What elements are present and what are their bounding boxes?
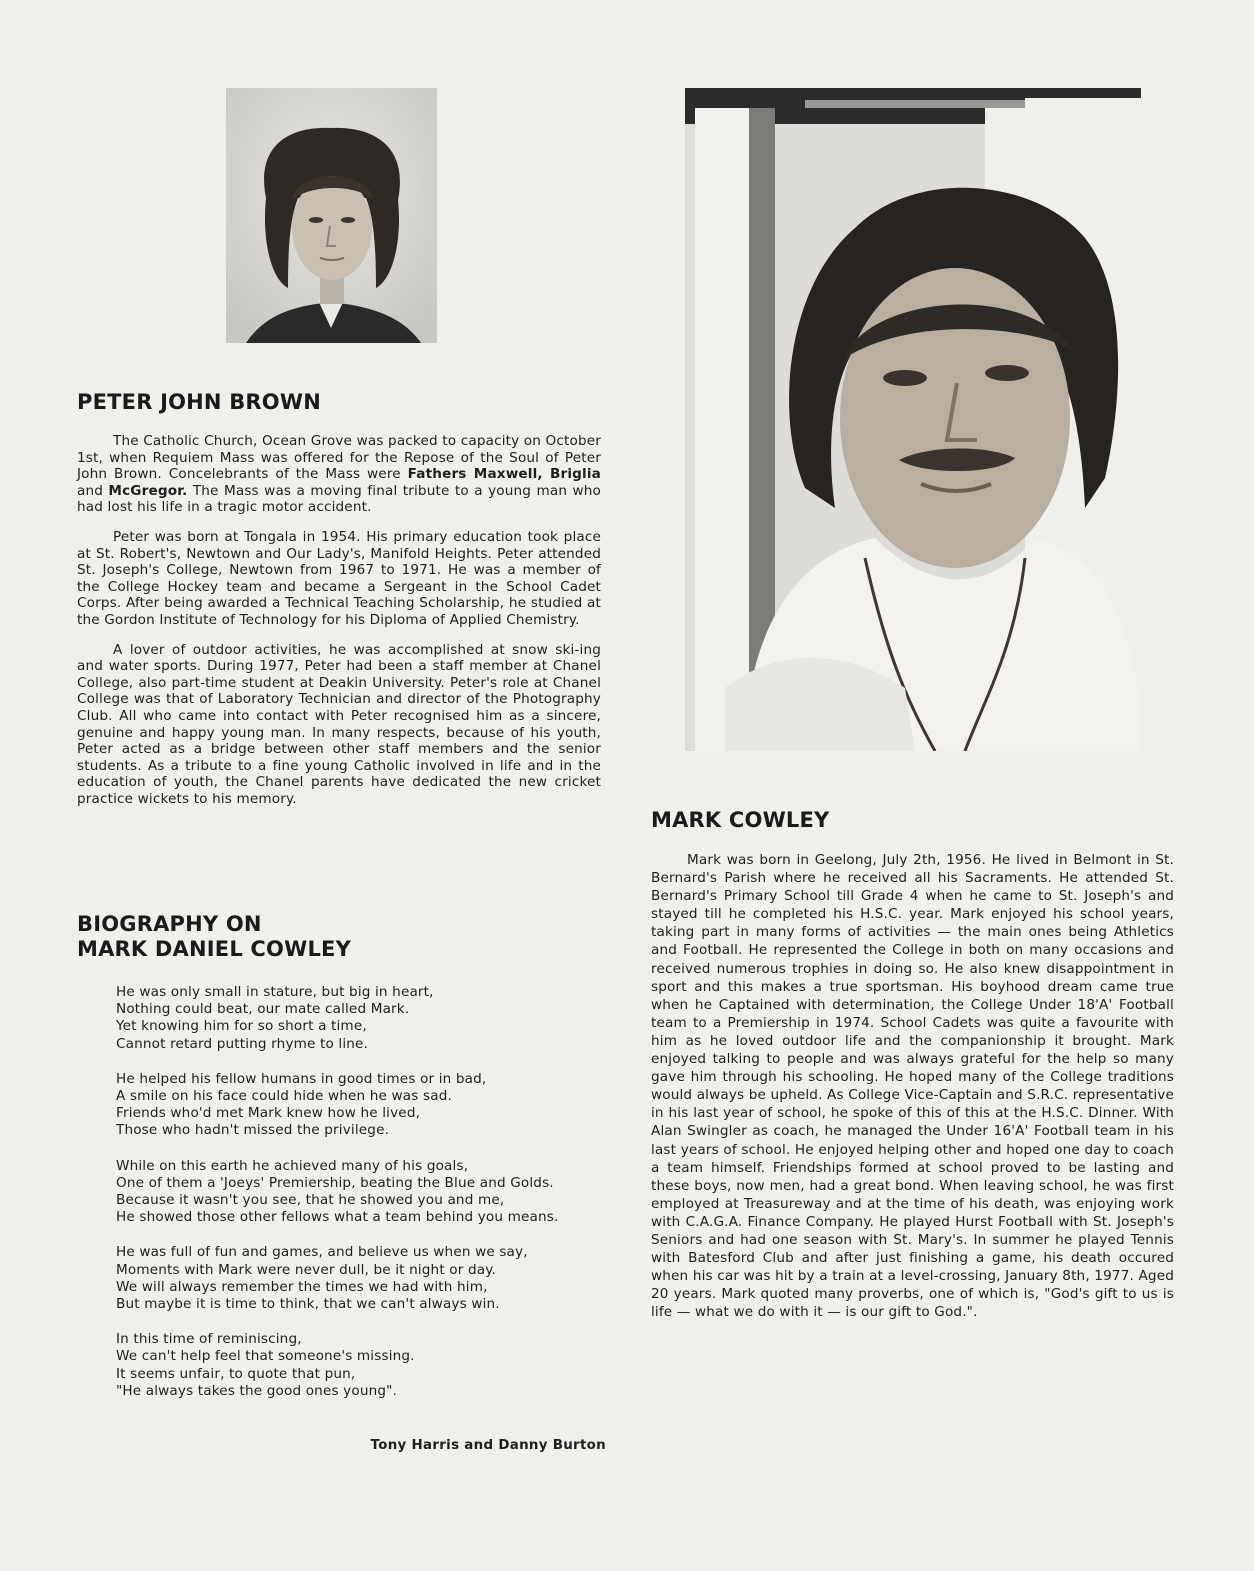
poem-line: Friends who'd met Mark knew how he lived, [116,1105,421,1122]
poem-credit: Tony Harris and Danny Burton [370,1438,606,1453]
biography-heading-line-2: MARK DANIEL COWLEY [77,937,351,961]
mark-text [651,851,1174,1321]
poem-line: A smile on his face could hide when he was sad. [116,1088,452,1105]
peter-paragraph-1: The Catholic Church, Ocean Grove was packed to capacity on October 1st, when Requiem Mass was offered for the Repose of the Soul of Peter John Brown. Concelebrants of the Mass were Fathers Maxwell, Briglia and McGregor. The Mass was a moving final tribute to a young man who had lost his life in a tragic motor accident. [77,433,601,516]
poem-line: Because it wasn't you see, that he showed you and me, [116,1192,505,1209]
biography-heading-line-1: BIOGRAPHY ON [77,912,262,936]
poem-line: Those who hadn't missed the privilege. [116,1122,390,1139]
poem-line: One of them a 'Joeys' Premiership, beating the Blue and Golds. [116,1174,554,1191]
biography-heading [77,912,477,962]
peter-paragraph-3: A lover of outdoor activities, he was accomplished at snow ski-ing and water sports. During 1977, Peter had been a staff member at Chanel College, also part-time student at Deakin University. Peter's role at Chanel College was that of Laboratory Technician and director of the Photography Club. All who came into contact with Peter recognised him as a sincere, genuine and happy young man. In many respects, because of his youth, Peter acted as a bridge between other staff members and the senior students. As a tribute to a fine young Catholic involved in life and in the education of youth, the Chanel parents have dedicated the new cricket practice wickets to his memory. [77,641,601,807]
poem-stanza [116,984,608,1053]
peter-text [77,433,601,807]
poem-stanza [116,1158,608,1227]
mark-section [651,808,1174,1321]
poem-line: Cannot retard putting rhyme to line. [116,1035,369,1052]
peter-section [77,390,601,820]
poem-line: Moments with Mark were never dull, be it night or day. [116,1261,496,1278]
poem-line: We will always remember the times we had with him, [116,1278,488,1295]
poem-line: Nothing could beat, our mate called Mark. [116,1001,410,1018]
poem-line: He was only small in stature, but big in heart, [116,984,434,1000]
mark-heading: MARK COWLEY [651,808,830,832]
poem-line: We can't help feel that someone's missing. [116,1348,415,1365]
poem-line: He was full of fun and games, and believe us when we say, [116,1244,528,1261]
poem-line: It seems unfair, to quote that pun, [116,1365,356,1382]
peter-portrait-photo [226,88,437,343]
poem-line: Yet knowing him for so short a time, [116,1018,367,1035]
poem-line: While on this earth he achieved many of his goals, [116,1157,469,1174]
peter-bold-fathers: Fathers Maxwell, Briglia [407,466,601,483]
peter-heading: PETER JOHN BROWN [77,390,321,414]
peter-bold-mcgregor: McGregor. [108,482,188,499]
poem-line: In this time of reminiscing, [116,1331,302,1348]
biography-poem [116,984,608,1418]
poem-line: But maybe it is time to think, that we can't always win. [116,1296,500,1313]
poem-line: He helped his fellow humans in good times or in bad, [116,1070,487,1087]
peter-paragraph-2: Peter was born at Tongala in 1954. His primary education took place at St. Robert's, Newtown and Our Lady's, Manifold Heights. Peter attended St. Joseph's College, Newtown from 1967 to 1971. He was a member of the College Hockey team and became a Sergeant in the School Cadet Corps. After being awarded a Technical Teaching Scholarship, he studied at the Gordon Institute of Technology for his Diploma of Applied Chemistry. [77,528,601,628]
poem-stanza [116,1331,608,1400]
poem-stanza [116,1244,608,1313]
poem-line: He showed those other fellows what a team behind you means. [116,1209,559,1226]
mark-paragraph: Mark was born in Geelong, July 2th, 1956. He lived in Belmont in St. Bernard's Parish where he received all his Sacraments. He attended St. Bernard's Primary School till Grade 4 when he came to St. Joseph's and stayed till he completed his H.S.C. year. Mark enjoyed his school years, taking part in many forms of activities — the main ones being Athletics and Football. He represented the College in both on many occasions and received numerous trophies in doing so. He also knew disappointment in sport and this makes a true sportsman. His boyhood dream came true when he Captained with determination, the College Under 18'A' Football team to a Premiership in 1974. School Cadets was quite a favourite with him as he loved outdoor life and the companionship it brought. Mark enjoyed talking to people and was always grateful for the help so many gave him through his schooling. He hoped many of the College traditions would always be upheld. As College Vice-Captain and S.R.C. representative in his last year of school, he spoke of this of this at the H.S.C. Dinner. With Alan Swingler as coach, he managed the Under 16'A' Football team in his last years of school. He enjoyed helping other and hoped one day to coach a team himself. Friendships formed at school proved to be lasting and these boys, now men, had a great bond. When leaving school, he was first employed at Treasureway and at the time of his death, was enjoying work with C.A.G.A. Finance Company. He played Hurst Football with St. Joseph's Seniors and had one season with St. Mary's. In summer he played Tennis with Batesford Club and after just finishing a game, his death occured when his car was hit by a train at a level-crossing, January 8th, 1977. Aged 20 years. Mark quoted many proverbs, one of which is, "God's gift to us is life — what we do with it — is our gift to God.". [651,852,1174,1321]
mark-portrait-photo [685,88,1141,751]
poem-line: "He always takes the good ones young". [116,1382,398,1399]
poem-stanza [116,1071,608,1140]
